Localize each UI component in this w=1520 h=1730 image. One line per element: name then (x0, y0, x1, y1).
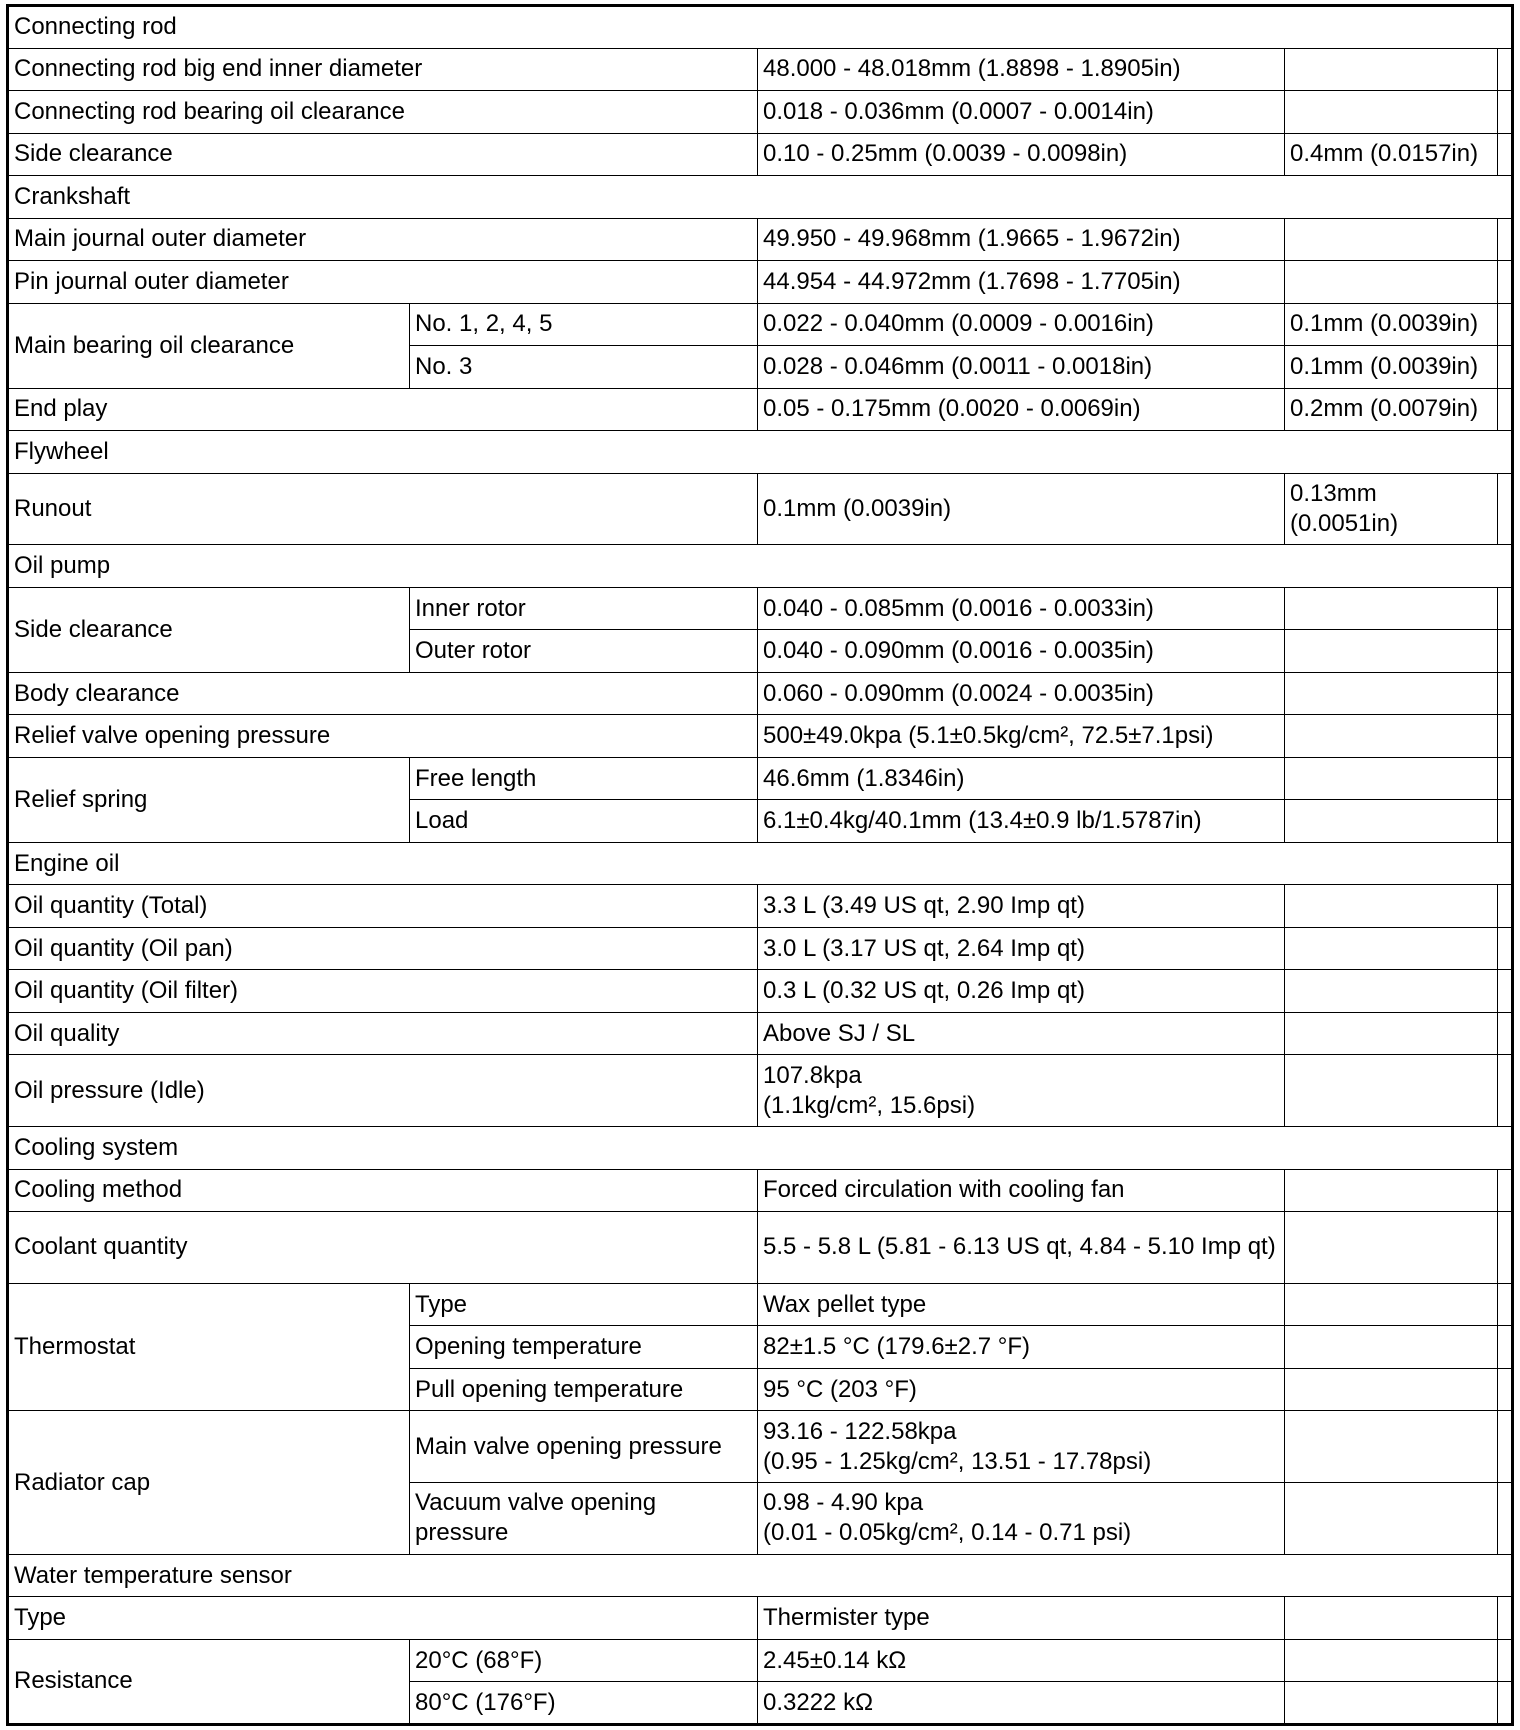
spec-limit (1285, 715, 1498, 758)
spec-label: Radiator cap (8, 1411, 410, 1555)
spec-gap (1498, 91, 1513, 134)
section-title: Oil pump (8, 545, 1513, 588)
spec-gap (1498, 1055, 1513, 1127)
spec-limit: 0.1mm (0.0039in) (1285, 303, 1498, 346)
spec-standard: Above SJ / SL (758, 1012, 1285, 1055)
spec-label: Oil quality (8, 1012, 758, 1055)
spec-limit (1285, 1055, 1498, 1127)
spec-standard: Thermister type (758, 1597, 1285, 1640)
spec-gap (1498, 133, 1513, 176)
spec-standard: 95 °C (203 °F) (758, 1368, 1285, 1411)
spec-label: Relief valve opening pressure (8, 715, 758, 758)
section-title: Engine oil (8, 842, 1513, 885)
section-header-row (8, 545, 1513, 588)
section-header-row (8, 842, 1513, 885)
spec-sublabel: Load (410, 800, 758, 843)
spec-row (8, 1012, 1513, 1055)
spec-label: End play (8, 388, 758, 431)
spec-row (8, 133, 1513, 176)
spec-row (8, 1055, 1513, 1127)
spec-row (8, 715, 1513, 758)
spec-label: Resistance (8, 1639, 410, 1724)
section-title: Cooling system (8, 1127, 1513, 1170)
spec-standard: 0.040 - 0.085mm (0.0016 - 0.0033in) (758, 587, 1285, 630)
spec-label: Side clearance (8, 587, 410, 672)
spec-limit (1285, 1483, 1498, 1555)
spec-limit (1285, 1411, 1498, 1483)
spec-row (8, 927, 1513, 970)
spec-standard: 49.950 - 49.968mm (1.9665 - 1.9672in) (758, 218, 1285, 261)
spec-label: Side clearance (8, 133, 758, 176)
spec-standard: 82±1.5 °C (179.6±2.7 °F) (758, 1326, 1285, 1369)
section-title: Flywheel (8, 431, 1513, 474)
spec-label: Oil pressure (Idle) (8, 1055, 758, 1127)
spec-limit (1285, 1682, 1498, 1725)
spec-gap (1498, 473, 1513, 545)
spec-gap (1498, 1368, 1513, 1411)
spec-gap (1498, 715, 1513, 758)
spec-gap (1498, 800, 1513, 843)
spec-table-body (8, 6, 1513, 1725)
spec-gap (1498, 587, 1513, 630)
spec-gap (1498, 672, 1513, 715)
spec-label: Body clearance (8, 672, 758, 715)
spec-standard: 0.028 - 0.046mm (0.0011 - 0.0018in) (758, 346, 1285, 389)
section-header-row (8, 431, 1513, 474)
spec-sublabel: Free length (410, 757, 758, 800)
spec-label: Type (8, 1597, 758, 1640)
spec-row (8, 473, 1513, 545)
spec-standard: 2.45±0.14 kΩ (758, 1639, 1285, 1682)
spec-subrow (8, 1283, 1513, 1326)
spec-limit: 0.13mm (0.0051in) (1285, 473, 1498, 545)
spec-label: Relief spring (8, 757, 410, 842)
spec-limit: 0.2mm (0.0079in) (1285, 388, 1498, 431)
spec-sublabel: Outer rotor (410, 630, 758, 673)
spec-standard: 107.8kpa (1.1kg/cm², 15.6psi) (758, 1055, 1285, 1127)
spec-limit (1285, 218, 1498, 261)
spec-label: Coolant quantity (8, 1212, 758, 1284)
spec-label: Runout (8, 473, 758, 545)
spec-standard: 44.954 - 44.972mm (1.7698 - 1.7705in) (758, 261, 1285, 304)
spec-sublabel: Inner rotor (410, 587, 758, 630)
spec-standard: 0.040 - 0.090mm (0.0016 - 0.0035in) (758, 630, 1285, 673)
spec-row (8, 970, 1513, 1013)
spec-standard: 500±49.0kpa (5.1±0.5kg/cm², 72.5±7.1psi) (758, 715, 1285, 758)
section-header-row (8, 176, 1513, 219)
spec-row (8, 885, 1513, 928)
spec-limit (1285, 927, 1498, 970)
spec-gap (1498, 885, 1513, 928)
spec-gap (1498, 1639, 1513, 1682)
spec-limit (1285, 91, 1498, 134)
spec-limit (1285, 672, 1498, 715)
spec-sublabel: 20°C (68°F) (410, 1639, 758, 1682)
spec-limit (1285, 261, 1498, 304)
spec-row (8, 91, 1513, 134)
section-header-row (8, 1127, 1513, 1170)
spec-gap (1498, 1411, 1513, 1483)
spec-sublabel: No. 3 (410, 346, 758, 389)
spec-sublabel: Vacuum valve opening pressure (410, 1483, 758, 1555)
section-title: Connecting rod (8, 6, 1513, 49)
spec-standard: 3.3 L (3.49 US qt, 2.90 Imp qt) (758, 885, 1285, 928)
spec-label: Pin journal outer diameter (8, 261, 758, 304)
spec-sublabel: Opening temperature (410, 1326, 758, 1369)
spec-limit (1285, 1368, 1498, 1411)
spec-limit (1285, 587, 1498, 630)
spec-limit (1285, 1283, 1498, 1326)
spec-standard: 0.060 - 0.090mm (0.0024 - 0.0035in) (758, 672, 1285, 715)
spec-standard: 6.1±0.4kg/40.1mm (13.4±0.9 lb/1.5787in) (758, 800, 1285, 843)
spec-limit (1285, 1169, 1498, 1212)
spec-standard: 0.98 - 4.90 kpa (0.01 - 0.05kg/cm², 0.14 - 0.71 psi) (758, 1483, 1285, 1555)
spec-gap (1498, 261, 1513, 304)
spec-gap (1498, 218, 1513, 261)
spec-gap (1498, 1012, 1513, 1055)
spec-limit (1285, 630, 1498, 673)
spec-standard: 0.022 - 0.040mm (0.0009 - 0.0016in) (758, 303, 1285, 346)
spec-gap (1498, 1597, 1513, 1640)
spec-row (8, 388, 1513, 431)
spec-gap (1498, 303, 1513, 346)
spec-standard: 0.3 L (0.32 US qt, 0.26 Imp qt) (758, 970, 1285, 1013)
spec-gap (1498, 1326, 1513, 1369)
spec-row (8, 1169, 1513, 1212)
spec-sublabel: Type (410, 1283, 758, 1326)
section-header-row (8, 1554, 1513, 1597)
spec-limit (1285, 48, 1498, 91)
spec-gap (1498, 1283, 1513, 1326)
spec-label: Thermostat (8, 1283, 410, 1411)
spec-label: Oil quantity (Oil pan) (8, 927, 758, 970)
spec-row (8, 218, 1513, 261)
spec-sublabel: 80°C (176°F) (410, 1682, 758, 1725)
spec-standard: 0.05 - 0.175mm (0.0020 - 0.0069in) (758, 388, 1285, 431)
section-title: Crankshaft (8, 176, 1513, 219)
spec-gap (1498, 48, 1513, 91)
spec-gap (1498, 927, 1513, 970)
spec-label: Oil quantity (Oil filter) (8, 970, 758, 1013)
spec-table (6, 4, 1514, 1726)
spec-label: Cooling method (8, 1169, 758, 1212)
spec-standard: 3.0 L (3.17 US qt, 2.64 Imp qt) (758, 927, 1285, 970)
spec-limit (1285, 1597, 1498, 1640)
spec-limit (1285, 1212, 1498, 1284)
spec-limit (1285, 757, 1498, 800)
section-header-row (8, 6, 1513, 49)
spec-subrow (8, 587, 1513, 630)
spec-row (8, 1212, 1513, 1284)
spec-row (8, 261, 1513, 304)
spec-row (8, 1597, 1513, 1640)
spec-limit (1285, 885, 1498, 928)
spec-label: Connecting rod big end inner diameter (8, 48, 758, 91)
spec-limit (1285, 970, 1498, 1013)
spec-limit (1285, 800, 1498, 843)
spec-standard: 0.018 - 0.036mm (0.0007 - 0.0014in) (758, 91, 1285, 134)
spec-row (8, 48, 1513, 91)
spec-standard: 0.3222 kΩ (758, 1682, 1285, 1725)
spec-standard: Wax pellet type (758, 1283, 1285, 1326)
spec-subrow (8, 757, 1513, 800)
spec-gap (1498, 970, 1513, 1013)
spec-gap (1498, 1169, 1513, 1212)
spec-label: Connecting rod bearing oil clearance (8, 91, 758, 134)
spec-sublabel: No. 1, 2, 4, 5 (410, 303, 758, 346)
spec-limit: 0.1mm (0.0039in) (1285, 346, 1498, 389)
spec-subrow (8, 1411, 1513, 1483)
spec-standard: 0.1mm (0.0039in) (758, 473, 1285, 545)
spec-label: Main bearing oil clearance (8, 303, 410, 388)
spec-gap (1498, 1483, 1513, 1555)
spec-limit (1285, 1012, 1498, 1055)
spec-label: Oil quantity (Total) (8, 885, 758, 928)
section-title: Water temperature sensor (8, 1554, 1513, 1597)
spec-sublabel: Pull opening temperature (410, 1368, 758, 1411)
spec-standard: 48.000 - 48.018mm (1.8898 - 1.8905in) (758, 48, 1285, 91)
spec-sublabel: Main valve opening pressure (410, 1411, 758, 1483)
spec-gap (1498, 388, 1513, 431)
spec-row (8, 672, 1513, 715)
spec-standard: 93.16 - 122.58kpa (0.95 - 1.25kg/cm², 13.51 - 17.78psi) (758, 1411, 1285, 1483)
spec-label: Main journal outer diameter (8, 218, 758, 261)
spec-standard: 5.5 - 5.8 L (5.81 - 6.13 US qt, 4.84 - 5.10 Imp qt) (758, 1212, 1285, 1284)
spec-gap (1498, 757, 1513, 800)
spec-subrow (8, 303, 1513, 346)
spec-gap (1498, 1212, 1513, 1284)
spec-gap (1498, 630, 1513, 673)
spec-subrow (8, 1639, 1513, 1682)
spec-standard: 0.10 - 0.25mm (0.0039 - 0.0098in) (758, 133, 1285, 176)
spec-gap (1498, 346, 1513, 389)
spec-standard: 46.6mm (1.8346in) (758, 757, 1285, 800)
spec-standard: Forced circulation with cooling fan (758, 1169, 1285, 1212)
spec-limit: 0.4mm (0.0157in) (1285, 133, 1498, 176)
spec-limit (1285, 1326, 1498, 1369)
spec-limit (1285, 1639, 1498, 1682)
spec-gap (1498, 1682, 1513, 1725)
